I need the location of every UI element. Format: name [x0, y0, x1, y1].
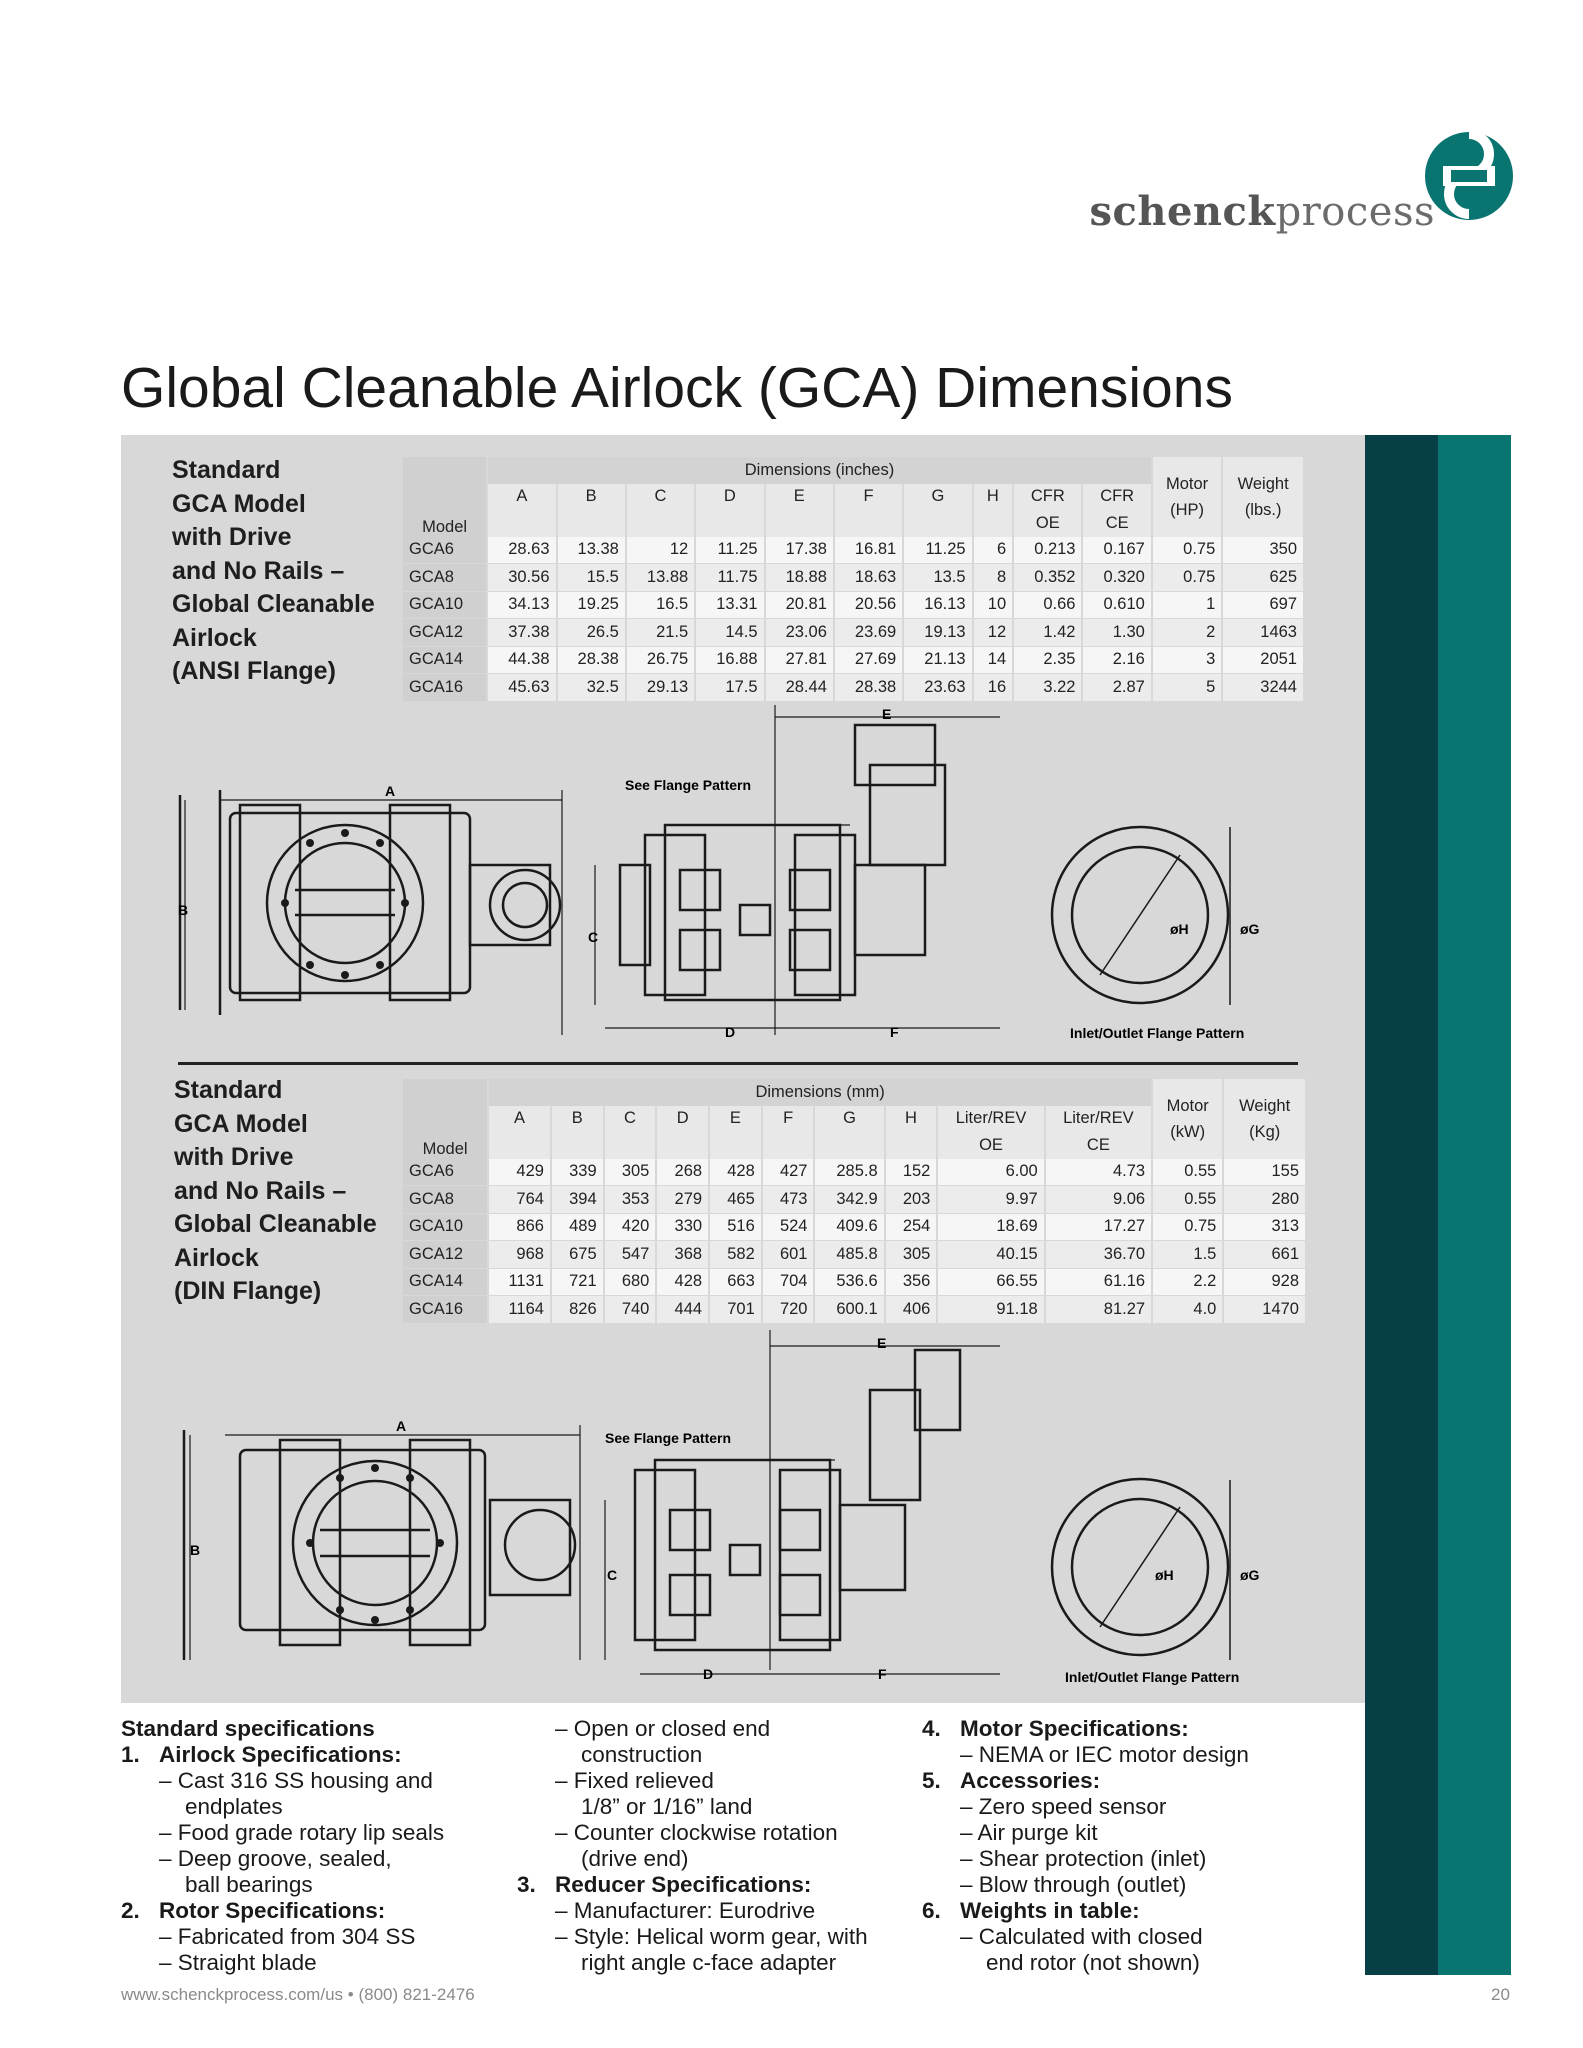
table-cell: 1463: [1222, 619, 1304, 647]
table-cell: 18.63: [834, 564, 903, 592]
table-row: [403, 674, 1304, 702]
table-cell: 1: [1152, 591, 1222, 619]
column-header-unit: [604, 1132, 657, 1159]
see-flange-pattern-note: See Flange Pattern: [625, 777, 752, 793]
dim-label-d: D: [725, 1024, 736, 1040]
table-cell: 203: [885, 1186, 938, 1214]
dimensions-super-header: Dimensions (mm): [488, 1079, 1152, 1106]
table-cell: 13.5: [903, 564, 972, 592]
table-cell: 2051: [1222, 646, 1304, 674]
spec-item: – Fixed relieved: [555, 1768, 714, 1793]
table-cell: 17.5: [695, 674, 764, 702]
table-cell: 524: [762, 1213, 815, 1241]
table-cell: 0.213: [1013, 537, 1082, 564]
column-header-unit: [557, 510, 626, 537]
spec-item: – Cast 316 SS housing and: [159, 1768, 433, 1793]
table-cell: 26.5: [557, 619, 626, 647]
ansi-section-heading: Standard GCA Model with Drive and No Rails – Global Cleanable Airlock (ANSI Flange): [172, 456, 375, 685]
decorative-stripe-dark: [1365, 435, 1438, 1975]
table-cell: 0.55: [1152, 1159, 1223, 1186]
spec-item: – Zero speed sensor: [960, 1794, 1167, 1819]
table-cell: 0.75: [1152, 1213, 1223, 1241]
table-cell: 30.56: [487, 564, 556, 592]
spec-item: – Manufacturer: Eurodrive: [555, 1898, 816, 1923]
table-cell: 0.75: [1152, 564, 1222, 592]
table-cell: 16.5: [626, 591, 695, 619]
table-cell: 16: [973, 674, 1014, 702]
column-header: B: [551, 1106, 604, 1133]
table-cell: 0.75: [1152, 537, 1222, 564]
dim-label-e: E: [882, 706, 892, 722]
table-cell: 17.27: [1045, 1213, 1152, 1241]
table-cell: 740: [604, 1296, 657, 1324]
table-cell: 485.8: [814, 1241, 884, 1269]
table-cell: 6: [973, 537, 1014, 564]
table-cell: 13.88: [626, 564, 695, 592]
column-header-unit: [885, 1132, 938, 1159]
table-cell: 625: [1222, 564, 1304, 592]
column-header: B: [557, 484, 626, 511]
column-header-unit: [709, 1132, 762, 1159]
dim-label-h: øH: [1170, 921, 1189, 937]
table-row: [403, 537, 1304, 564]
page-number: 20: [1491, 1985, 1510, 2004]
table-cell: 330: [656, 1213, 709, 1241]
table-cell: 20.56: [834, 591, 903, 619]
table-cell: 429: [488, 1159, 551, 1186]
table-cell: 28.63: [487, 537, 556, 564]
din-flange-pattern-caption: Inlet/Outlet Flange Pattern: [1065, 1669, 1240, 1685]
table-cell: 1470: [1223, 1296, 1306, 1324]
table-cell: 40.15: [937, 1241, 1044, 1269]
model-cell: GCA6: [403, 1159, 488, 1186]
table-cell: 19.13: [903, 619, 972, 647]
table-cell: 14: [973, 646, 1014, 674]
table-cell: 29.13: [626, 674, 695, 702]
specs-column-2: [517, 1716, 868, 1976]
table-cell: 0.320: [1082, 564, 1151, 592]
column-header: E: [709, 1106, 762, 1133]
column-header: Weight (lbs.): [1222, 457, 1304, 537]
table-cell: 21.13: [903, 646, 972, 674]
table-cell: 23.63: [903, 674, 972, 702]
table-cell: 23.06: [765, 619, 834, 647]
table-cell: 428: [709, 1159, 762, 1186]
table-cell: 350: [1222, 537, 1304, 564]
table-cell: 45.63: [487, 674, 556, 702]
column-header: Liter/REV: [1045, 1106, 1152, 1133]
model-cell: GCA6: [403, 537, 487, 564]
dim-label-c: C: [588, 929, 599, 945]
table-cell: 428: [656, 1268, 709, 1296]
table-cell: 254: [885, 1213, 938, 1241]
din-dim-label-f: F: [878, 1666, 887, 1682]
specs-column-1: [121, 1716, 444, 1976]
table-cell: 81.27: [1045, 1296, 1152, 1324]
spec-item: – Calculated with closed: [960, 1924, 1203, 1949]
table-cell: 313: [1223, 1213, 1306, 1241]
table-cell: 420: [604, 1213, 657, 1241]
website-link[interactable]: www.schenckprocess.com/us: [121, 1985, 344, 2004]
column-header: F: [762, 1106, 815, 1133]
decorative-stripe-teal: [1438, 435, 1511, 1975]
model-cell: GCA8: [403, 564, 487, 592]
table-cell: 268: [656, 1159, 709, 1186]
column-header-unit: [656, 1132, 709, 1159]
spec-section-heading: 4. Motor Specifications:: [922, 1716, 1189, 1741]
model-cell: GCA14: [403, 1268, 488, 1296]
column-header: CFR: [1013, 484, 1082, 511]
din-dim-label-a: A: [396, 1418, 407, 1434]
table-cell: 36.70: [1045, 1241, 1152, 1269]
table-cell: 6.00: [937, 1159, 1044, 1186]
table-cell: 3244: [1222, 674, 1304, 702]
table-cell: 16.88: [695, 646, 764, 674]
table-cell: 866: [488, 1213, 551, 1241]
din-dim-label-e: E: [877, 1335, 887, 1351]
table-cell: 4.73: [1045, 1159, 1152, 1186]
table-cell: 16.13: [903, 591, 972, 619]
model-cell: GCA12: [403, 619, 487, 647]
spec-item-continued: right angle c-face adapter: [581, 1950, 837, 1975]
table-cell: 34.13: [487, 591, 556, 619]
table-cell: 547: [604, 1241, 657, 1269]
column-header-unit: OE: [1013, 510, 1082, 537]
column-header: G: [903, 484, 972, 511]
dim-label-a: A: [385, 783, 396, 799]
phone-number: (800) 821-2476: [358, 1985, 475, 2004]
table-row: [403, 646, 1304, 674]
table-row: [403, 1213, 1306, 1241]
table-cell: 339: [551, 1159, 604, 1186]
table-cell: 5: [1152, 674, 1222, 702]
table-cell: 0.610: [1082, 591, 1151, 619]
spec-item-continued: (drive end): [581, 1846, 689, 1871]
section-divider: [178, 1062, 1298, 1065]
column-header-unit: OE: [937, 1132, 1044, 1159]
table-cell: 28.38: [557, 646, 626, 674]
spec-item: – Food grade rotary lip seals: [159, 1820, 445, 1845]
table-cell: 721: [551, 1268, 604, 1296]
column-header-unit: [762, 1132, 815, 1159]
table-cell: 342.9: [814, 1186, 884, 1214]
table-cell: 704: [762, 1268, 815, 1296]
table-cell: 764: [488, 1186, 551, 1214]
column-header-unit: [487, 510, 556, 537]
table-cell: 444: [656, 1296, 709, 1324]
table-cell: 968: [488, 1241, 551, 1269]
table-cell: 4.0: [1152, 1296, 1223, 1324]
specs-heading: Standard specifications: [121, 1716, 375, 1741]
table-cell: 279: [656, 1186, 709, 1214]
table-cell: 473: [762, 1186, 815, 1214]
dim-label-f: F: [890, 1024, 899, 1040]
column-header-unit: [834, 510, 903, 537]
table-cell: 353: [604, 1186, 657, 1214]
table-cell: 13.31: [695, 591, 764, 619]
column-header-unit: [626, 510, 695, 537]
table-cell: 16.81: [834, 537, 903, 564]
footer-contact: www.schenckprocess.com/us • (800) 821-2476: [121, 1985, 475, 2004]
table-row: [403, 564, 1304, 592]
table-cell: 28.44: [765, 674, 834, 702]
model-header: Model: [403, 1079, 488, 1159]
table-cell: 12: [626, 537, 695, 564]
table-cell: 2.35: [1013, 646, 1082, 674]
table-cell: 409.6: [814, 1213, 884, 1241]
dim-label-g: øG: [1240, 921, 1260, 937]
din-dimensions-table: [403, 1079, 1307, 1324]
table-cell: 394: [551, 1186, 604, 1214]
table-cell: 27.81: [765, 646, 834, 674]
table-cell: 1164: [488, 1296, 551, 1324]
column-header-unit: CE: [1082, 510, 1151, 537]
spec-item: – Style: Helical worm gear, with: [555, 1924, 868, 1949]
table-cell: 406: [885, 1296, 938, 1324]
din-dim-label-b: B: [190, 1542, 201, 1558]
column-header: A: [487, 484, 556, 511]
table-cell: 15.5: [557, 564, 626, 592]
column-header: F: [834, 484, 903, 511]
table-row: [403, 1159, 1306, 1186]
table-cell: 9.06: [1045, 1186, 1152, 1214]
spec-section-heading: 1. Airlock Specifications:: [121, 1742, 402, 1767]
table-cell: 663: [709, 1268, 762, 1296]
table-cell: 305: [885, 1241, 938, 1269]
table-cell: 18.69: [937, 1213, 1044, 1241]
table-cell: 8: [973, 564, 1014, 592]
table-cell: 19.25: [557, 591, 626, 619]
column-header: G: [814, 1106, 884, 1133]
specs-column-3: [922, 1716, 1249, 1976]
flange-pattern-caption: Inlet/Outlet Flange Pattern: [1070, 1025, 1245, 1041]
table-cell: 91.18: [937, 1296, 1044, 1324]
table-cell: 9.97: [937, 1186, 1044, 1214]
table-cell: 37.38: [487, 619, 556, 647]
spec-item: – Fabricated from 304 SS: [159, 1924, 416, 1949]
column-header: Motor (kW): [1152, 1079, 1223, 1159]
table-cell: 928: [1223, 1268, 1306, 1296]
table-cell: 11.75: [695, 564, 764, 592]
din-see-flange-pattern-note: See Flange Pattern: [605, 1430, 732, 1446]
model-cell: GCA14: [403, 646, 487, 674]
table-row: [403, 619, 1304, 647]
column-header: Weight (Kg): [1223, 1079, 1306, 1159]
table-cell: 66.55: [937, 1268, 1044, 1296]
table-cell: 152: [885, 1159, 938, 1186]
column-header-unit: [551, 1132, 604, 1159]
spec-section-heading: 2. Rotor Specifications:: [121, 1898, 386, 1923]
table-row: [403, 1268, 1306, 1296]
column-header: A: [488, 1106, 551, 1133]
table-cell: 11.25: [903, 537, 972, 564]
spec-item: – Deep groove, sealed,: [159, 1846, 392, 1871]
table-cell: 26.75: [626, 646, 695, 674]
spec-item-continued: endplates: [185, 1794, 283, 1819]
table-cell: 0.55: [1152, 1186, 1223, 1214]
table-cell: 701: [709, 1296, 762, 1324]
din-dim-label-c: C: [607, 1567, 618, 1583]
dimensions-super-header: Dimensions (inches): [487, 457, 1152, 484]
spec-item-continued: 1/8” or 1/16” land: [581, 1794, 753, 1819]
column-header-unit: [695, 510, 764, 537]
model-cell: GCA16: [403, 674, 487, 702]
table-cell: 356: [885, 1268, 938, 1296]
table-cell: 3.22: [1013, 674, 1082, 702]
column-header-unit: CE: [1045, 1132, 1152, 1159]
spec-item-continued: ball bearings: [185, 1872, 313, 1897]
spec-item: – Straight blade: [159, 1950, 317, 1975]
table-cell: 0.66: [1013, 591, 1082, 619]
dim-label-b: B: [178, 902, 189, 918]
column-header: CFR: [1082, 484, 1151, 511]
table-cell: 2: [1152, 619, 1222, 647]
table-cell: 20.81: [765, 591, 834, 619]
table-cell: 720: [762, 1296, 815, 1324]
table-cell: 44.38: [487, 646, 556, 674]
column-header: Liter/REV: [937, 1106, 1044, 1133]
table-cell: 2.2: [1152, 1268, 1223, 1296]
model-cell: GCA10: [403, 1213, 488, 1241]
table-cell: 2.16: [1082, 646, 1151, 674]
spec-item: – Counter clockwise rotation: [555, 1820, 838, 1845]
table-cell: 826: [551, 1296, 604, 1324]
table-cell: 582: [709, 1241, 762, 1269]
table-cell: 3: [1152, 646, 1222, 674]
spec-section-heading: 5. Accessories:: [922, 1768, 1101, 1793]
spec-section-heading: 6. Weights in table:: [922, 1898, 1140, 1923]
column-header: E: [765, 484, 834, 511]
din-dim-label-g: øG: [1240, 1567, 1260, 1583]
din-section-heading: Standard GCA Model with Drive and No Rails – Global Cleanable Airlock (DIN Flange): [174, 1076, 377, 1305]
table-cell: 516: [709, 1213, 762, 1241]
spec-item: – Open or closed end: [555, 1716, 771, 1741]
table-cell: 61.16: [1045, 1268, 1152, 1296]
model-cell: GCA8: [403, 1186, 488, 1214]
table-row: [403, 591, 1304, 619]
spec-item: – NEMA or IEC motor design: [960, 1742, 1249, 1767]
table-cell: 10: [973, 591, 1014, 619]
table-cell: 675: [551, 1241, 604, 1269]
column-header-unit: [903, 510, 972, 537]
table-cell: 285.8: [814, 1159, 884, 1186]
table-cell: 280: [1223, 1186, 1306, 1214]
table-cell: 21.5: [626, 619, 695, 647]
table-cell: 661: [1223, 1241, 1306, 1269]
column-header-unit: [765, 510, 834, 537]
column-header: D: [656, 1106, 709, 1133]
table-cell: 489: [551, 1213, 604, 1241]
spec-item: – Blow through (outlet): [960, 1872, 1187, 1897]
table-cell: 0.352: [1013, 564, 1082, 592]
column-header-unit: [814, 1132, 884, 1159]
column-header: H: [885, 1106, 938, 1133]
table-cell: 1131: [488, 1268, 551, 1296]
table-cell: 14.5: [695, 619, 764, 647]
brand-emblem-icon: [1423, 130, 1515, 222]
table-cell: 1.30: [1082, 619, 1151, 647]
table-cell: 697: [1222, 591, 1304, 619]
table-cell: 18.88: [765, 564, 834, 592]
column-header: D: [695, 484, 764, 511]
spec-item: – Shear protection (inlet): [960, 1846, 1207, 1871]
table-cell: 28.38: [834, 674, 903, 702]
table-cell: 536.6: [814, 1268, 884, 1296]
table-cell: 13.38: [557, 537, 626, 564]
table-cell: 27.69: [834, 646, 903, 674]
spec-section-heading: 3. Reducer Specifications:: [517, 1872, 812, 1897]
spec-item-continued: end rotor (not shown): [986, 1950, 1200, 1975]
brand-wordmark: schenckprocess: [1089, 188, 1435, 235]
table-cell: 32.5: [557, 674, 626, 702]
spec-item-continued: construction: [581, 1742, 703, 1767]
column-header: C: [604, 1106, 657, 1133]
table-row: [403, 1241, 1306, 1269]
din-dim-label-h: øH: [1155, 1567, 1174, 1583]
column-header: C: [626, 484, 695, 511]
model-cell: GCA16: [403, 1296, 488, 1324]
table-cell: 368: [656, 1241, 709, 1269]
table-row: [403, 1186, 1306, 1214]
ansi-dimensions-table: [403, 457, 1305, 702]
spec-item: – Air purge kit: [960, 1820, 1098, 1845]
column-header: H: [973, 484, 1014, 511]
column-header-unit: [488, 1132, 551, 1159]
model-cell: GCA10: [403, 591, 487, 619]
table-cell: 680: [604, 1268, 657, 1296]
model-header: Model: [403, 457, 487, 537]
table-cell: 2.87: [1082, 674, 1151, 702]
table-cell: 1.42: [1013, 619, 1082, 647]
model-cell: GCA12: [403, 1241, 488, 1269]
table-cell: 427: [762, 1159, 815, 1186]
table-cell: 601: [762, 1241, 815, 1269]
brand-logo: [1089, 130, 1515, 240]
table-cell: 23.69: [834, 619, 903, 647]
table-row: [403, 1296, 1306, 1324]
column-header: Motor (HP): [1152, 457, 1222, 537]
din-airlock-drawing: [170, 1330, 1290, 1690]
table-cell: 17.38: [765, 537, 834, 564]
column-header-unit: [973, 510, 1014, 537]
ansi-airlock-drawing: [170, 705, 1290, 1045]
table-cell: 465: [709, 1186, 762, 1214]
page-title: Global Cleanable Airlock (GCA) Dimensions: [121, 356, 1233, 420]
table-cell: 305: [604, 1159, 657, 1186]
table-cell: 1.5: [1152, 1241, 1223, 1269]
din-dim-label-d: D: [703, 1666, 714, 1682]
table-cell: 0.167: [1082, 537, 1151, 564]
table-cell: 12: [973, 619, 1014, 647]
table-cell: 11.25: [695, 537, 764, 564]
table-cell: 155: [1223, 1159, 1306, 1186]
table-cell: 600.1: [814, 1296, 884, 1324]
